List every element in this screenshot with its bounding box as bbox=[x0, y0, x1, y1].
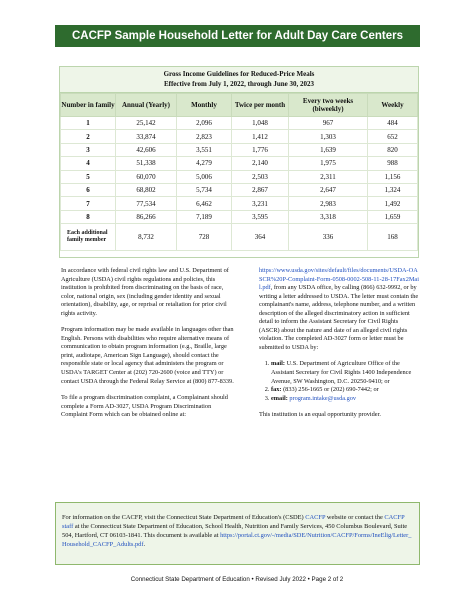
document-title: CACFP Sample Household Letter for Adult Day Care Centers bbox=[71, 30, 403, 42]
cell-weekly: 1,659 bbox=[368, 210, 418, 223]
cell-twice-monthly: 364 bbox=[232, 224, 289, 251]
table-row-additional-member bbox=[61, 224, 418, 251]
cell-weekly: 1,492 bbox=[368, 197, 418, 210]
cell-twice-monthly: 2,140 bbox=[232, 157, 289, 170]
cell-biweekly: 2,983 bbox=[289, 197, 368, 210]
cell-annual: 51,338 bbox=[116, 157, 177, 170]
info-text: website or contact the bbox=[325, 514, 385, 521]
cell-annual: 25,142 bbox=[116, 117, 177, 130]
table-row bbox=[61, 157, 418, 170]
income-table-header-row bbox=[61, 94, 418, 117]
cell-biweekly: 3,318 bbox=[289, 210, 368, 223]
income-table-heading bbox=[60, 67, 418, 93]
cacfp-info-box bbox=[55, 502, 420, 565]
cell-annual: 86,266 bbox=[116, 210, 177, 223]
cell-family-size: 1 bbox=[61, 117, 116, 130]
cell-weekly: 484 bbox=[368, 117, 418, 130]
table-row bbox=[61, 117, 418, 130]
cell-monthly: 2,096 bbox=[177, 117, 232, 130]
income-guidelines-box bbox=[59, 66, 419, 258]
cell-twice-monthly: 2,867 bbox=[232, 183, 289, 196]
document-title-banner bbox=[55, 25, 420, 47]
cell-annual: 42,606 bbox=[116, 143, 177, 156]
col-header-family-size: Number in family bbox=[61, 94, 116, 117]
info-text: . bbox=[143, 541, 146, 548]
cell-twice-monthly: 1,412 bbox=[232, 130, 289, 143]
fax-label: fax: bbox=[271, 386, 282, 394]
mail-address: U.S. Department of Agriculture Office of the Assistant Secretary for Civil Rights 1400 Independence Avenue, SW Washington, D.C. 20250-9410; or bbox=[271, 360, 412, 385]
cell-biweekly: 2,311 bbox=[289, 170, 368, 183]
cell-twice-monthly: 2,503 bbox=[232, 170, 289, 183]
cell-twice-monthly: 1,048 bbox=[232, 117, 289, 130]
cell-family-size: 6 bbox=[61, 183, 116, 196]
cell-monthly: 3,551 bbox=[177, 143, 232, 156]
table-row bbox=[61, 170, 418, 183]
nondiscrimination-column-left bbox=[61, 267, 237, 428]
cell-family-size: 7 bbox=[61, 197, 116, 210]
mail-label: mail: bbox=[271, 360, 285, 368]
email-link[interactable]: program.intake@usda.gov bbox=[289, 394, 357, 402]
cell-monthly: 5,006 bbox=[177, 170, 232, 183]
income-table-title: Gross Income Guidelines for Reduced-Price Meals bbox=[163, 70, 315, 78]
cell-monthly: 728 bbox=[177, 224, 232, 251]
income-table bbox=[60, 93, 418, 251]
info-text: For information on the CACFP, visit the Connecticut State Department of Education's (CSDE) bbox=[62, 514, 306, 521]
cell-biweekly: 336 bbox=[289, 224, 368, 251]
col-header-annual: Annual (Yearly) bbox=[116, 94, 177, 117]
equal-opportunity-statement: This institution is an equal opportunity provider. bbox=[259, 411, 381, 419]
cell-weekly: 168 bbox=[368, 224, 418, 251]
complaint-form-paragraph bbox=[259, 267, 419, 352]
complaint-paragraph: To file a program discrimination complaint, a Complainant should complete a Form AD-3027, USDA Program Discrimination Complaint Form which can be obtained online at: bbox=[61, 394, 228, 419]
email-label: email: bbox=[271, 394, 288, 402]
col-header-weekly: Weekly bbox=[368, 94, 418, 117]
table-row bbox=[61, 130, 418, 143]
cacfp-staff-link[interactable]: CACFP staff bbox=[62, 514, 405, 530]
list-item bbox=[271, 386, 419, 395]
complaint-form-text: , from any USDA office, by calling (866) 632-9992, or by writing a letter addressed to USDA. The letter must contain the complainant's name, address, telephone number, and a written description of the alleged discriminatory action in sufficient detail to inform the Assistant Secretary for Civil Rights (ASCR) about the nature and date of an alleged civil rights violation. The completed AD-3027 form or letter must be submitted to USDA by: bbox=[259, 284, 419, 351]
cell-weekly: 1,324 bbox=[368, 183, 418, 196]
cell-biweekly: 1,639 bbox=[289, 143, 368, 156]
cell-twice-monthly: 1,776 bbox=[232, 143, 289, 156]
cell-weekly: 820 bbox=[368, 143, 418, 156]
income-table-subtitle: Effective from July 1, 2022, through June 30, 2023 bbox=[163, 79, 315, 88]
cell-family-size: 2 bbox=[61, 130, 116, 143]
cell-twice-monthly: 3,231 bbox=[232, 197, 289, 210]
submission-methods-list bbox=[259, 360, 419, 403]
cell-annual: 68,802 bbox=[116, 183, 177, 196]
cell-annual: 33,874 bbox=[116, 130, 177, 143]
complaint-form-link[interactable]: https://www.usda.gov/sites/default/files/documents/USDA-OASCR%20P-Complaint-Form-0508-0002-508-11-28-17Fax2Mail.pdf bbox=[259, 267, 419, 292]
cell-family-size: 3 bbox=[61, 143, 116, 156]
table-row bbox=[61, 143, 418, 156]
cell-monthly: 6,462 bbox=[177, 197, 232, 210]
cell-weekly: 1,156 bbox=[368, 170, 418, 183]
cell-biweekly: 2,647 bbox=[289, 183, 368, 196]
cell-biweekly: 1,975 bbox=[289, 157, 368, 170]
cell-biweekly: 1,303 bbox=[289, 130, 368, 143]
civil-rights-paragraph: In accordance with federal civil rights law and U.S. Department of Agriculture (USDA) civil rights regulations and policies, this institution is prohibited from discriminating on the basis of race, color, national origin, sex (including gender identity and sexual orientation), disability, age, or reprisal or retaliation for prior civil rights activity. bbox=[61, 267, 229, 317]
cell-family-size: 4 bbox=[61, 157, 116, 170]
col-header-twice-monthly: Twice per month bbox=[232, 94, 289, 117]
footer-text: Connecticut State Department of Education • Revised July 2022 • Page 2 of 2 bbox=[130, 576, 344, 583]
document-url-link[interactable]: https://portal.ct.gov/-/media/SDE/Nutrition/CACFP/Forms/IneElig/Letter_Household_CACFP_Adults.pdf bbox=[62, 532, 412, 548]
cell-weekly: 988 bbox=[368, 157, 418, 170]
cell-annual: 8,732 bbox=[116, 224, 177, 251]
cell-weekly: 652 bbox=[368, 130, 418, 143]
cell-biweekly: 967 bbox=[289, 117, 368, 130]
cell-family-size: 5 bbox=[61, 170, 116, 183]
table-row bbox=[61, 183, 418, 196]
info-text: at the Connecticut State Department of Education, School Health, Nutrition and Family Services, 450 Columbus Boulevard, Suite 504, Hartford, CT 06103-1841. This document is available at bbox=[62, 523, 408, 539]
table-row bbox=[61, 197, 418, 210]
col-header-biweekly: Every two weeks (biweekly) bbox=[289, 94, 368, 117]
cacfp-website-link[interactable]: CACFP bbox=[305, 514, 326, 521]
cell-annual: 60,070 bbox=[116, 170, 177, 183]
accessibility-paragraph: Program information may be made available in languages other than English. Persons with disabilities who require alternative means of communication to obtain program information (e.g., Braille, large print, audiotape, American Sign Language), should contact the responsible state or local agency that administers the program or USDA's TARGET Center at (202) 720-2600 (voice and TTY) or contact USDA through the Federal Relay Service at (800) 877-8339. bbox=[61, 326, 234, 385]
cell-family-size: 8 bbox=[61, 210, 116, 223]
cell-family-size: Each additional family member bbox=[61, 224, 116, 251]
cell-monthly: 5,734 bbox=[177, 183, 232, 196]
list-item bbox=[271, 395, 419, 404]
fax-number: (833) 256-1665 or (202) 690-7442; or bbox=[283, 386, 379, 394]
cell-twice-monthly: 3,595 bbox=[232, 210, 289, 223]
page-footer bbox=[0, 576, 474, 583]
table-row bbox=[61, 210, 418, 223]
nondiscrimination-column-right bbox=[259, 267, 419, 428]
cell-monthly: 7,189 bbox=[177, 210, 232, 223]
cell-annual: 77,534 bbox=[116, 197, 177, 210]
list-item bbox=[271, 360, 419, 386]
cell-monthly: 2,823 bbox=[177, 130, 232, 143]
col-header-monthly: Monthly bbox=[177, 94, 232, 117]
cell-monthly: 4,279 bbox=[177, 157, 232, 170]
